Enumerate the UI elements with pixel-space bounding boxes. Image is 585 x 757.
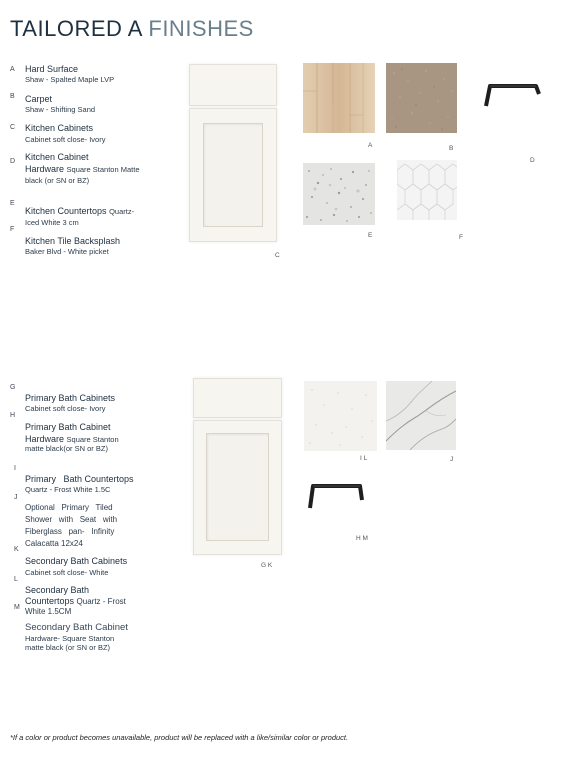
item-detail: Calacatta 12x24 bbox=[25, 539, 83, 548]
title-part1: TAILORED A bbox=[10, 16, 142, 41]
item-detail: Quartz- bbox=[109, 207, 135, 216]
item-letter: E bbox=[10, 200, 15, 207]
item-letter: M bbox=[14, 604, 20, 611]
item-detail: Hardware- Square Stanton bbox=[25, 634, 115, 643]
item-letter: K bbox=[14, 546, 19, 553]
item-heading: Primary Bath Countertops bbox=[25, 474, 134, 484]
item-heading: Secondary Bath Cabinets bbox=[25, 556, 128, 566]
item-detail: Fiberglass pan- Infinity bbox=[25, 527, 115, 536]
swatch-label-gk: G K bbox=[261, 562, 273, 569]
bath-pull-handle-swatch bbox=[306, 480, 366, 512]
item-heading: Secondary Bath bbox=[25, 585, 90, 595]
item-heading: Kitchen Cabinets bbox=[25, 123, 94, 133]
calacatta-tile-swatch bbox=[386, 381, 456, 450]
item-letter: D bbox=[10, 158, 16, 165]
item-heading-cont: Hardware bbox=[25, 434, 65, 444]
page-title bbox=[10, 16, 254, 42]
cabinet-panel bbox=[206, 433, 269, 541]
swatch-label-il: I L bbox=[360, 455, 368, 462]
item-heading: Primary Bath Cabinets bbox=[25, 393, 116, 403]
item-heading-text: Kitchen Countertops bbox=[25, 206, 107, 216]
item-letter: A bbox=[10, 66, 15, 73]
swatch-label-j: J bbox=[450, 456, 454, 463]
swatch-label-d: D bbox=[530, 157, 535, 164]
disclaimer-footnote: *If a color or product becomes unavailable, product will be replaced with a like/similar color or product. bbox=[10, 733, 349, 742]
item-detail: Shower with Seat with bbox=[25, 515, 118, 524]
item-detail: Quartz - Frost White 1.5C bbox=[25, 485, 111, 494]
swatch-label-c: C bbox=[275, 252, 280, 259]
item-letter: G bbox=[10, 384, 16, 391]
carpet-swatch bbox=[386, 63, 457, 133]
item-heading: Primary Bath Cabinet bbox=[25, 422, 111, 432]
hard-surface-swatch bbox=[303, 63, 375, 133]
item-detail: Square Stanton bbox=[66, 435, 119, 444]
item-letter: I bbox=[14, 465, 16, 472]
kitchen-drawer-front-swatch bbox=[189, 64, 277, 106]
backsplash-tile-swatch bbox=[397, 160, 457, 220]
cabinet-panel bbox=[203, 123, 263, 227]
item-detail: Optional Primary Tiled bbox=[25, 503, 113, 512]
bath-drawer-front-swatch bbox=[193, 378, 282, 418]
item-heading bbox=[25, 206, 134, 217]
swatch-label-e: E bbox=[368, 232, 373, 239]
swatch-label-b: B bbox=[449, 145, 454, 152]
item-detail: Shaw - Spalted Maple LVP bbox=[25, 75, 115, 84]
item-heading: Kitchen Tile Backsplash bbox=[25, 236, 121, 246]
item-heading: Kitchen Cabinet bbox=[25, 152, 89, 162]
title-part2: FINISHES bbox=[148, 16, 254, 41]
item-letter: C bbox=[10, 124, 16, 131]
item-detail: matte black (or SN or BZ) bbox=[25, 643, 111, 652]
item-letter: L bbox=[14, 576, 18, 583]
swatch-label-hm: H M bbox=[356, 535, 368, 542]
swatch-label-a: A bbox=[368, 142, 373, 149]
kitchen-cabinet-door-swatch bbox=[189, 108, 277, 242]
swatch-label-f: F bbox=[459, 234, 463, 241]
item-letter: B bbox=[10, 93, 15, 100]
bath-countertop-swatch bbox=[304, 381, 377, 451]
item-detail: Cabinet soft close- Ivory bbox=[25, 404, 106, 413]
item-heading-cont: Hardware bbox=[25, 164, 65, 174]
item-heading bbox=[25, 164, 140, 175]
item-heading: Carpet bbox=[25, 94, 53, 104]
item-heading bbox=[25, 596, 126, 607]
item-letter: F bbox=[10, 226, 15, 233]
item-detail: black (or SN or BZ) bbox=[25, 176, 90, 185]
item-detail: Quartz - Frost bbox=[76, 597, 126, 606]
item-detail: Baker Blvd - White picket bbox=[25, 247, 109, 256]
item-detail: Cabinet soft close- White bbox=[25, 568, 109, 577]
item-detail: White 1.5CM bbox=[25, 607, 72, 616]
item-detail: Cabinet soft close- Ivory bbox=[25, 135, 106, 144]
item-heading: Secondary Bath Cabinet bbox=[25, 622, 128, 633]
item-detail: matte black(or SN or BZ) bbox=[25, 444, 108, 453]
item-letter: J bbox=[14, 494, 18, 501]
item-detail: Shaw - Shifting Sand bbox=[25, 105, 96, 114]
kitchen-countertop-swatch bbox=[303, 163, 375, 225]
item-detail: Square Stanton Matte bbox=[66, 165, 140, 174]
item-detail: Iced White 3 cm bbox=[25, 218, 79, 227]
item-heading: Hard Surface bbox=[25, 64, 79, 74]
kitchen-pull-handle-swatch bbox=[482, 80, 542, 112]
bath-cabinet-door-swatch bbox=[193, 420, 282, 555]
item-letter: H bbox=[10, 412, 16, 419]
item-heading-cont: Countertops bbox=[25, 596, 75, 606]
